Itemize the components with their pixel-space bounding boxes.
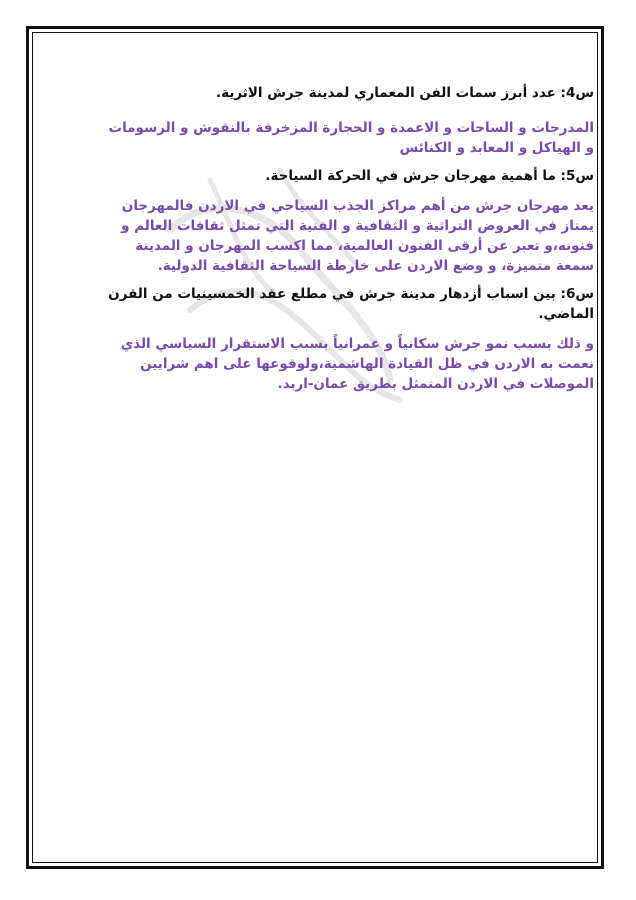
question-4: س4: عدد أبرز سمات الفن المعماري لمدينة جرش الاثرية. xyxy=(216,85,594,101)
question-6: س6: بين اسباب أزدهار مدينة جرش في مطلع عقد الخمسينيات من القرن الماضي. xyxy=(108,286,594,322)
answer-6: و ذلك بسبب نمو جرش سكانياً و عمرانياً بسبب الاستقرار السياسي الذي نعمت به الاردن في ظل القيادة الهاشمية،ولوقوعها على اهم شرايين الموصلات في الاردن المتمثل بطريق عمان-اربد. xyxy=(120,336,594,392)
question-5: س5: ما أهمية مهرجان جرش في الحركة السياحة. xyxy=(265,168,594,184)
document-content xyxy=(98,83,594,394)
answer-4: المدرجات و الساحات و الاعمدة و الحجارة المزخرفة بالنقوش و الرسومات و الهياكل و المعابد و الكنائس xyxy=(108,120,594,156)
answer-5: يعد مهرجان جرش من أهم مراكز الجذب السياحي في الاردن فالمهرجان يمتاز في العروض التراثية و الثقافية و الفنية التي تمثل ثقافات العالم و فنونه،و تعبر عن أرقى الفنون العالمية، مما اكسب المهرجان و المدينة سمعة متميزة، و وضع الاردن على خارطة السياحة الثقافية الدولية. xyxy=(121,198,594,274)
